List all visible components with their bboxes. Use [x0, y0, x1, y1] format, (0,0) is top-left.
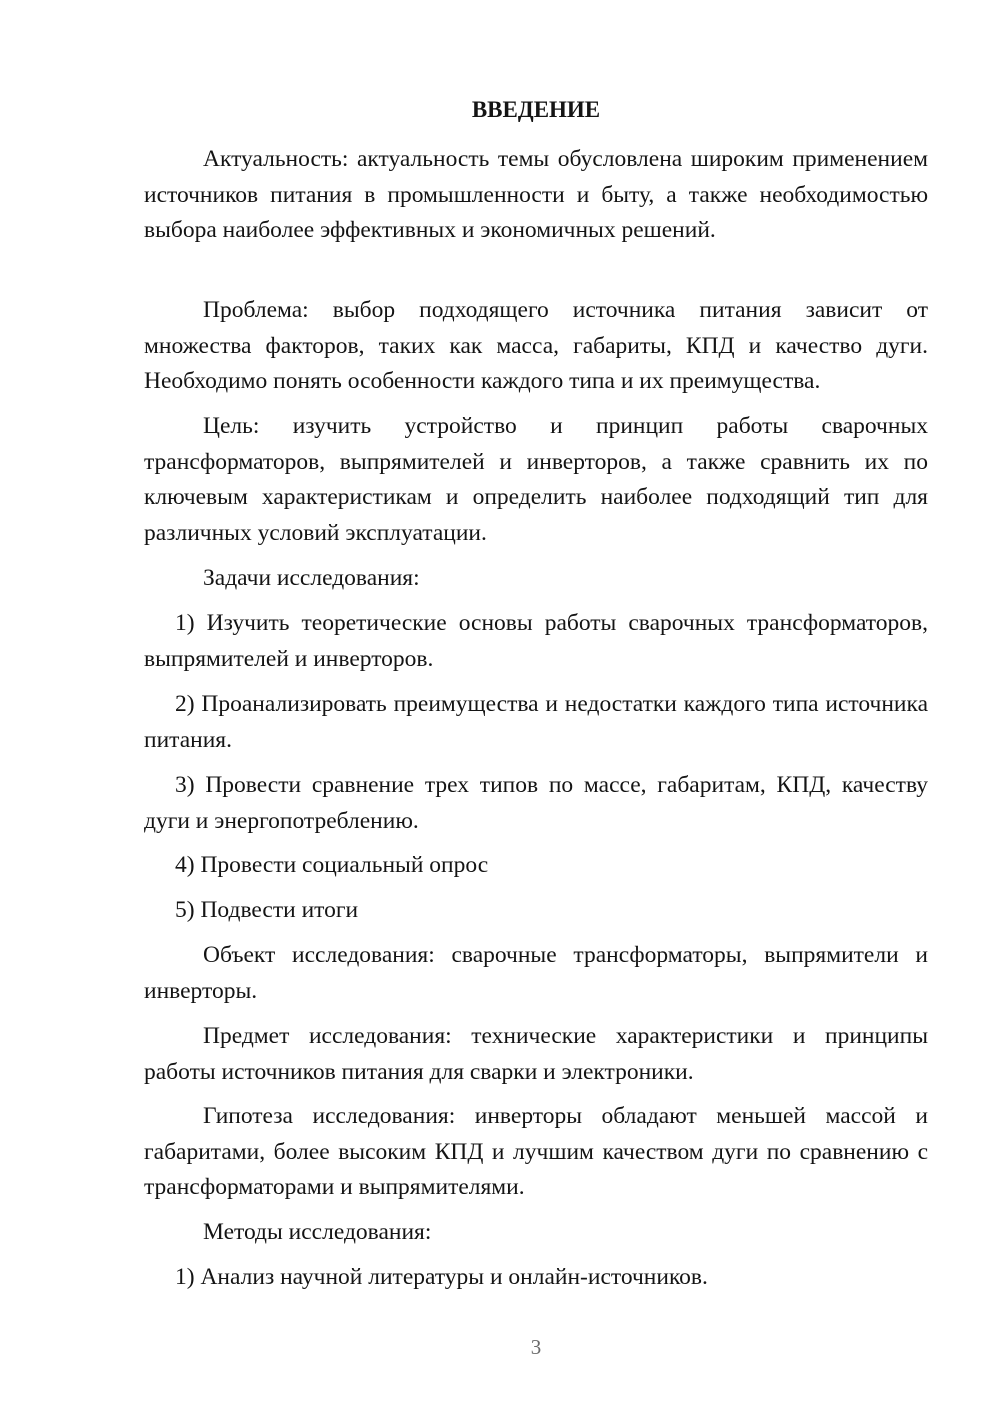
task-item-1: 1) Изучить теоретические основы работы сварочных трансформаторов, выпрямителей и инверторов.	[144, 610, 928, 672]
task-item-4: 4) Провести социальный опрос	[175, 852, 489, 878]
paragraph-problem: Проблема: выбор подходящего источника питания зависит от множества факторов, таких как масса, габариты, КПД и качество дуги. Необходимо понять особенности каждого типа и их преимущества.	[144, 297, 928, 394]
page-number: 3	[530, 1335, 542, 1359]
paragraph-goal: Цель: изучить устройство и принцип работы сварочных трансформаторов, выпрямителей и инверторов, а также сравнить их по ключевым характеристикам и определить наиболее подходящий тип для различных условий эксплуатации.	[144, 413, 928, 546]
document-page	[144, 0, 928, 1414]
paragraph-relevance: Актуальность: актуальность темы обусловлена широким применением источников питания в промышленности и быту, а также необходимостью выбора наиболее эффективных и экономичных решений.	[144, 146, 928, 243]
task-item-3: 3) Провести сравнение трех типов по массе, габаритам, КПД, качеству дуги и энергопотреблению.	[144, 772, 928, 834]
task-item-2: 2) Проанализировать преимущества и недостатки каждого типа источника питания.	[144, 691, 928, 753]
tasks-heading: Задачи исследования:	[203, 565, 420, 591]
task-item-5: 5) Подвести итоги	[175, 897, 359, 923]
methods-heading: Методы исследования:	[203, 1219, 432, 1245]
method-item-1: 1) Анализ научной литературы и онлайн-источников.	[175, 1264, 708, 1290]
section-title: ВВЕДЕНИЕ	[471, 97, 601, 122]
paragraph-hypothesis: Гипотеза исследования: инверторы обладают меньшей массой и габаритами, более высоким КПД и лучшим качеством дуги по сравнению с трансформаторами и выпрямителями.	[144, 1103, 928, 1200]
paragraph-object: Объект исследования: сварочные трансформаторы, выпрямители и инверторы.	[144, 942, 928, 1004]
paragraph-subject: Предмет исследования: технические характеристики и принципы работы источников питания для сварки и электроники.	[144, 1023, 928, 1085]
